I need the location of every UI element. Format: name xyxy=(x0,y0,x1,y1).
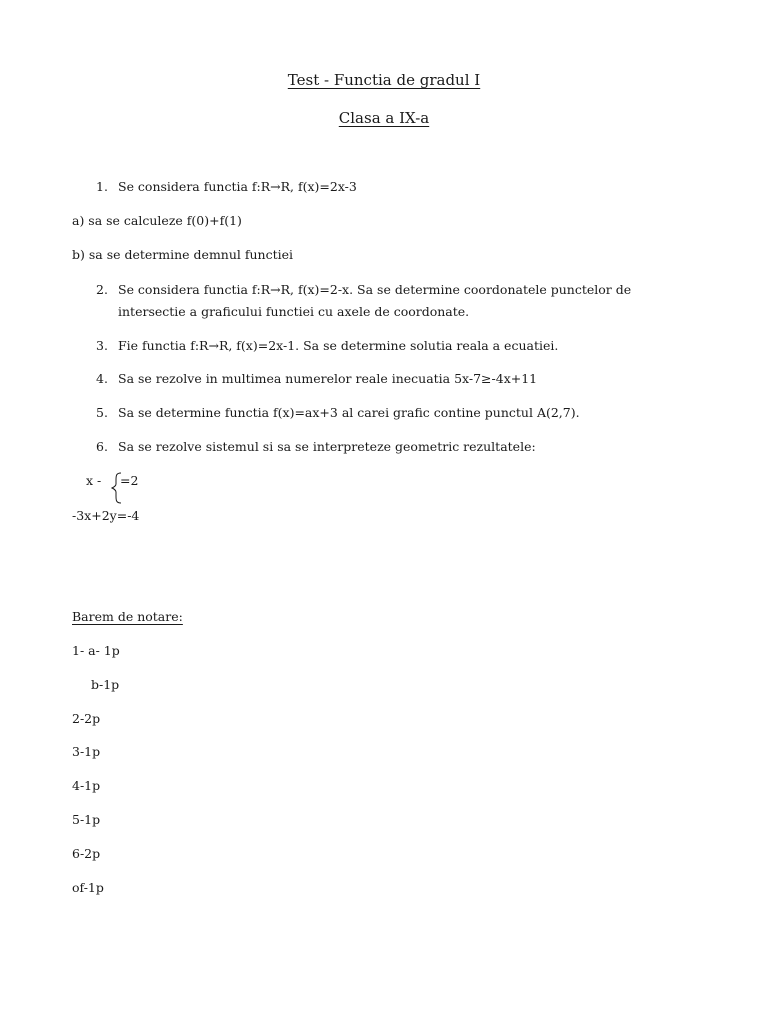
question-number: 5. xyxy=(96,405,108,420)
question-number: 3. xyxy=(96,338,108,353)
barem-line: 1- a- 1p xyxy=(72,643,120,658)
barem-line: 3-1p xyxy=(72,744,101,759)
question-number: 6. xyxy=(96,439,108,454)
question-text: Se considera functia f:R→R, f(x)=2x-3 xyxy=(118,179,357,194)
question-1b: b) sa se determine demnul functiei xyxy=(72,247,294,262)
question-4 xyxy=(96,371,537,387)
question-2 xyxy=(96,282,631,298)
barem-heading: Barem de notare: xyxy=(72,609,183,624)
system-eq1-left: x - xyxy=(86,473,102,488)
question-5 xyxy=(96,405,580,421)
barem-line: 2-2p xyxy=(72,711,101,726)
barem-line: b-1p xyxy=(91,677,120,692)
barem-line: of-1p xyxy=(72,880,104,895)
question-text: Sa se rezolve sistemul si sa se interpreteze geometric rezultatele: xyxy=(118,439,536,454)
question-text: Fie functia f:R→R, f(x)=2x-1. Sa se determine solutia reala a ecuatiei. xyxy=(118,338,559,353)
system-eq1-right: =2 xyxy=(120,473,139,488)
barem-line: 4-1p xyxy=(72,778,101,793)
question-text-line1: Se considera functia f:R→R, f(x)=2-x. Sa se determine coordonatele punctelor de xyxy=(118,282,632,297)
barem-line: 6-2p xyxy=(72,846,101,861)
system-eq2: -3x+2y=-4 xyxy=(72,508,140,523)
question-3 xyxy=(96,338,558,354)
question-6 xyxy=(96,439,536,455)
question-text: Sa se rezolve in multimea numerelor reale inecuatia 5x-7≥-4x+11 xyxy=(118,371,538,386)
question-number: 1. xyxy=(96,179,108,194)
document-title: Test - Functia de gradul I xyxy=(287,71,481,89)
barem-line: 5-1p xyxy=(72,812,101,827)
question-text: Sa se determine functia f(x)=ax+3 al carei grafic contine punctul A(2,7). xyxy=(118,405,580,420)
question-number: 4. xyxy=(96,371,108,386)
question-number: 2. xyxy=(96,282,108,297)
question-1 xyxy=(96,179,357,195)
question-1a: a) sa se calculeze f(0)+f(1) xyxy=(72,213,242,228)
question-2-continuation: intersectie a graficului functiei cu axele de coordonate. xyxy=(118,304,470,319)
document-subtitle: Clasa a IX-a xyxy=(338,109,430,127)
